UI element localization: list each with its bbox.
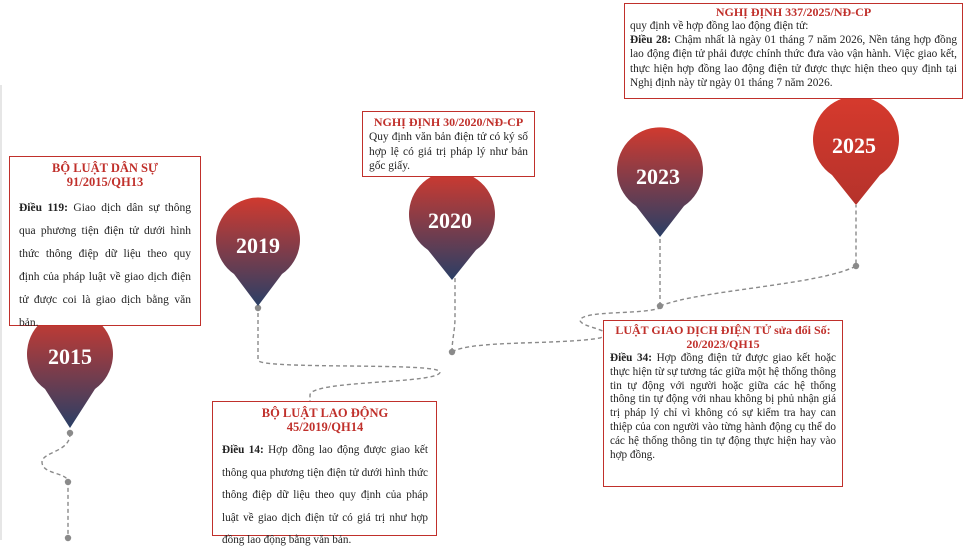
timeline-node (65, 479, 71, 485)
note-text: Chậm nhất là ngày 01 tháng 7 năm 2026, Nền tảng hợp đồng lao động điện tử phải được chính thức đưa vào vận hành. Việc giao kết, thực hiện hợp đồng lao động điện tử được thực hiện theo quy định tại Nghị định này từ ngày 01 tháng 7 năm 2026. (630, 34, 958, 89)
note-title: NGHỊ ĐỊNH 30/2020/NĐ-CP (373, 115, 524, 129)
year-label: 2025 (832, 133, 876, 158)
note-article: Điều 14: (222, 444, 264, 456)
note-title: BỘ LUẬT LAO ĐỘNG 45/2019/QH14 (261, 406, 389, 434)
timeline-node (449, 349, 455, 355)
note-article: Điều 28: (630, 34, 672, 47)
year-marker-2023 (617, 127, 703, 237)
year-label: 2020 (428, 208, 472, 233)
note-body (19, 197, 191, 335)
note-title: LUẬT GIAO DỊCH ĐIỆN TỬ sửa đổi Số: 20/2023/QH15 (615, 323, 831, 351)
note-body (222, 439, 428, 552)
year-label: 2023 (636, 164, 680, 189)
year-label: 2015 (48, 344, 92, 369)
note-body (630, 19, 957, 90)
note-body: Quy định văn bản điện tử có ký số hợp lệ có giá trị pháp lý như bản gốc giấy. (369, 131, 528, 172)
timeline-node (853, 263, 859, 269)
note-e-transactions-law (603, 320, 843, 487)
timeline-node (67, 430, 73, 436)
note-decree-30 (362, 111, 535, 177)
note-labor-code (212, 401, 437, 546)
year-marker-2025 (813, 96, 899, 205)
year-label: 2019 (236, 233, 280, 258)
note-title: BỘ LUẬT DÂN SỰ 91/2015/QH13 (52, 161, 158, 189)
note-decree-337 (624, 3, 963, 99)
note-article: Điều 34: (610, 352, 652, 364)
note-body (610, 352, 836, 462)
note-text: Hợp đồng điện tử được giao kết hoặc thực hiện từ sự tương tác giữa một hệ thống thông tin tự động với người hoặc giữa các hệ thống thông tin tự động với nhau không bị phủ nhận giá trị pháp lý chỉ vì không có sự kiểm tra hay can thiệp của con người vào từng hành động cụ thể do các hệ thống thông tin tự động thực hiện hay vào hợp đồng. (610, 352, 837, 461)
note-text: Giao dịch dân sự thông qua phương tiện điện tử dưới hình thức thông điệp dữ liệu theo quy định của pháp luật về giao dịch điện tử được coi là giao dịch bằng văn bản. (19, 202, 191, 329)
note-civil-code (9, 156, 201, 329)
note-text: Hợp đồng lao động được giao kết thông qua phương tiện điện tử dưới hình thức thông điệp dữ liệu theo quy định của pháp luật về giao dịch điện tử có giá trị như hợp đồng lao động bằng văn bản. (222, 444, 428, 546)
note-title: NGHỊ ĐỊNH 337/2025/NĐ-CP (715, 5, 872, 19)
timeline-node (65, 535, 71, 541)
note-article: Điều 119: (19, 202, 68, 214)
note-intro: quy định về hợp đồng lao động điện tử: (630, 20, 809, 32)
timeline-node (657, 303, 663, 309)
year-marker-2020 (409, 171, 495, 280)
year-marker-2019 (216, 198, 300, 306)
